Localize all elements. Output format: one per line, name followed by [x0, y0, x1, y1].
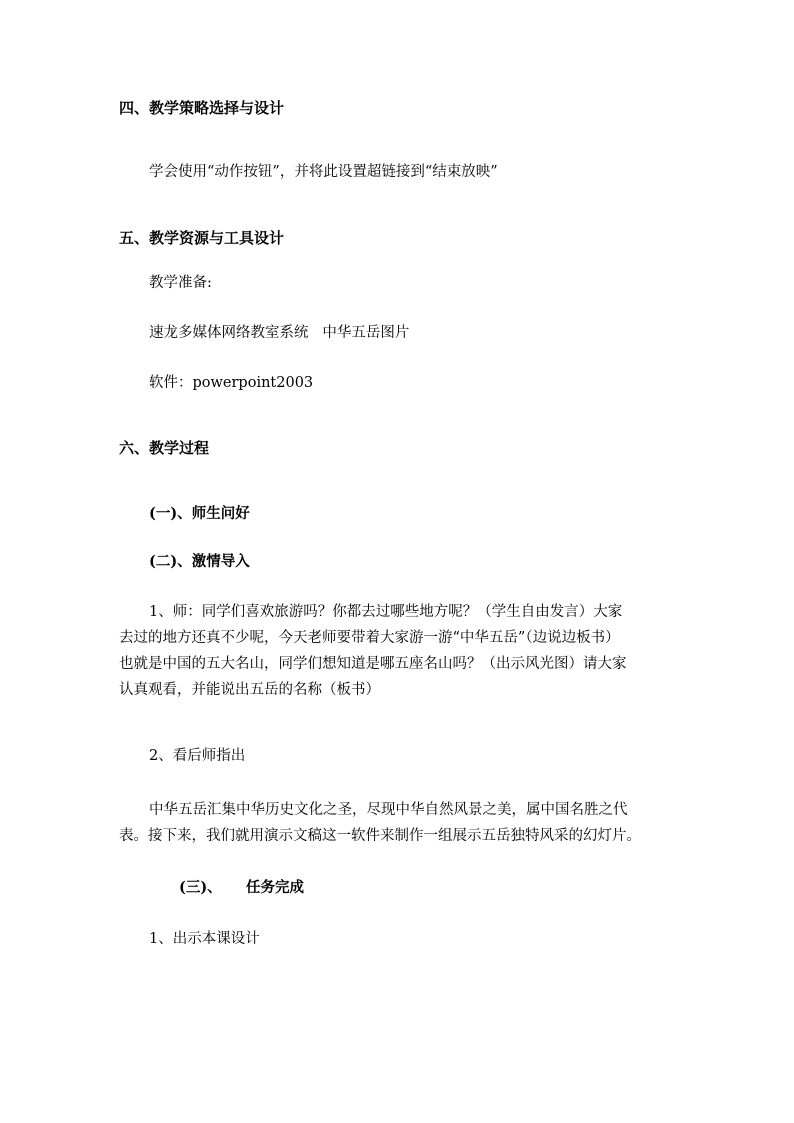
show-design: 1、出示本课设计 [149, 931, 260, 947]
summary-line: 中华五岳汇集中华历史文化之圣，尽现中华自然风景之美，属中国名胜之代 [149, 802, 628, 818]
strategy-text: 学会使用“动作按钮”，并将此设置超链接到“结束放映” [149, 164, 498, 180]
teacher-points: 2、看后师指出 [149, 748, 246, 764]
software-line: 软件：powerpoint2003 [149, 375, 314, 391]
intro-line: 认真观看，并能说出五岳的名称（板书） [119, 682, 380, 698]
section-heading-resources: 五、教学资源与工具设计 [119, 229, 285, 247]
intro-line: 也就是中国的五大名山，同学们想知道是哪五座名山吗？（出示风光图）请大家 [119, 656, 627, 672]
prep-items: 速龙多媒体网络教室系统 中华五岳图片 [149, 325, 410, 341]
section-heading-process: 六、教学过程 [119, 439, 210, 457]
intro-line: 1、师：同学们喜欢旅游吗？你都去过哪些地方呢？（学生自由发言）大家 [149, 604, 623, 620]
prep-label: 教学准备: [149, 275, 212, 291]
intro-line: 去过的地方还真不少呢，今天老师要带着大家游一游“中华五岳”（边说边板书） [119, 630, 620, 646]
intro-paragraph [119, 599, 679, 703]
summary-line: 表。接下来，我们就用演示文稿这一软件来制作一组展示五岳独特风采的幻灯片。 [119, 828, 641, 844]
step-greeting: (一)、师生问好 [149, 505, 250, 522]
step-intro: (二)、激情导入 [149, 553, 250, 570]
section-heading-strategy: 四、教学策略选择与设计 [119, 99, 285, 117]
summary-paragraph [119, 797, 679, 849]
step-task-number: (三)、 [179, 879, 222, 896]
step-task-title: 任务完成 [246, 879, 304, 896]
